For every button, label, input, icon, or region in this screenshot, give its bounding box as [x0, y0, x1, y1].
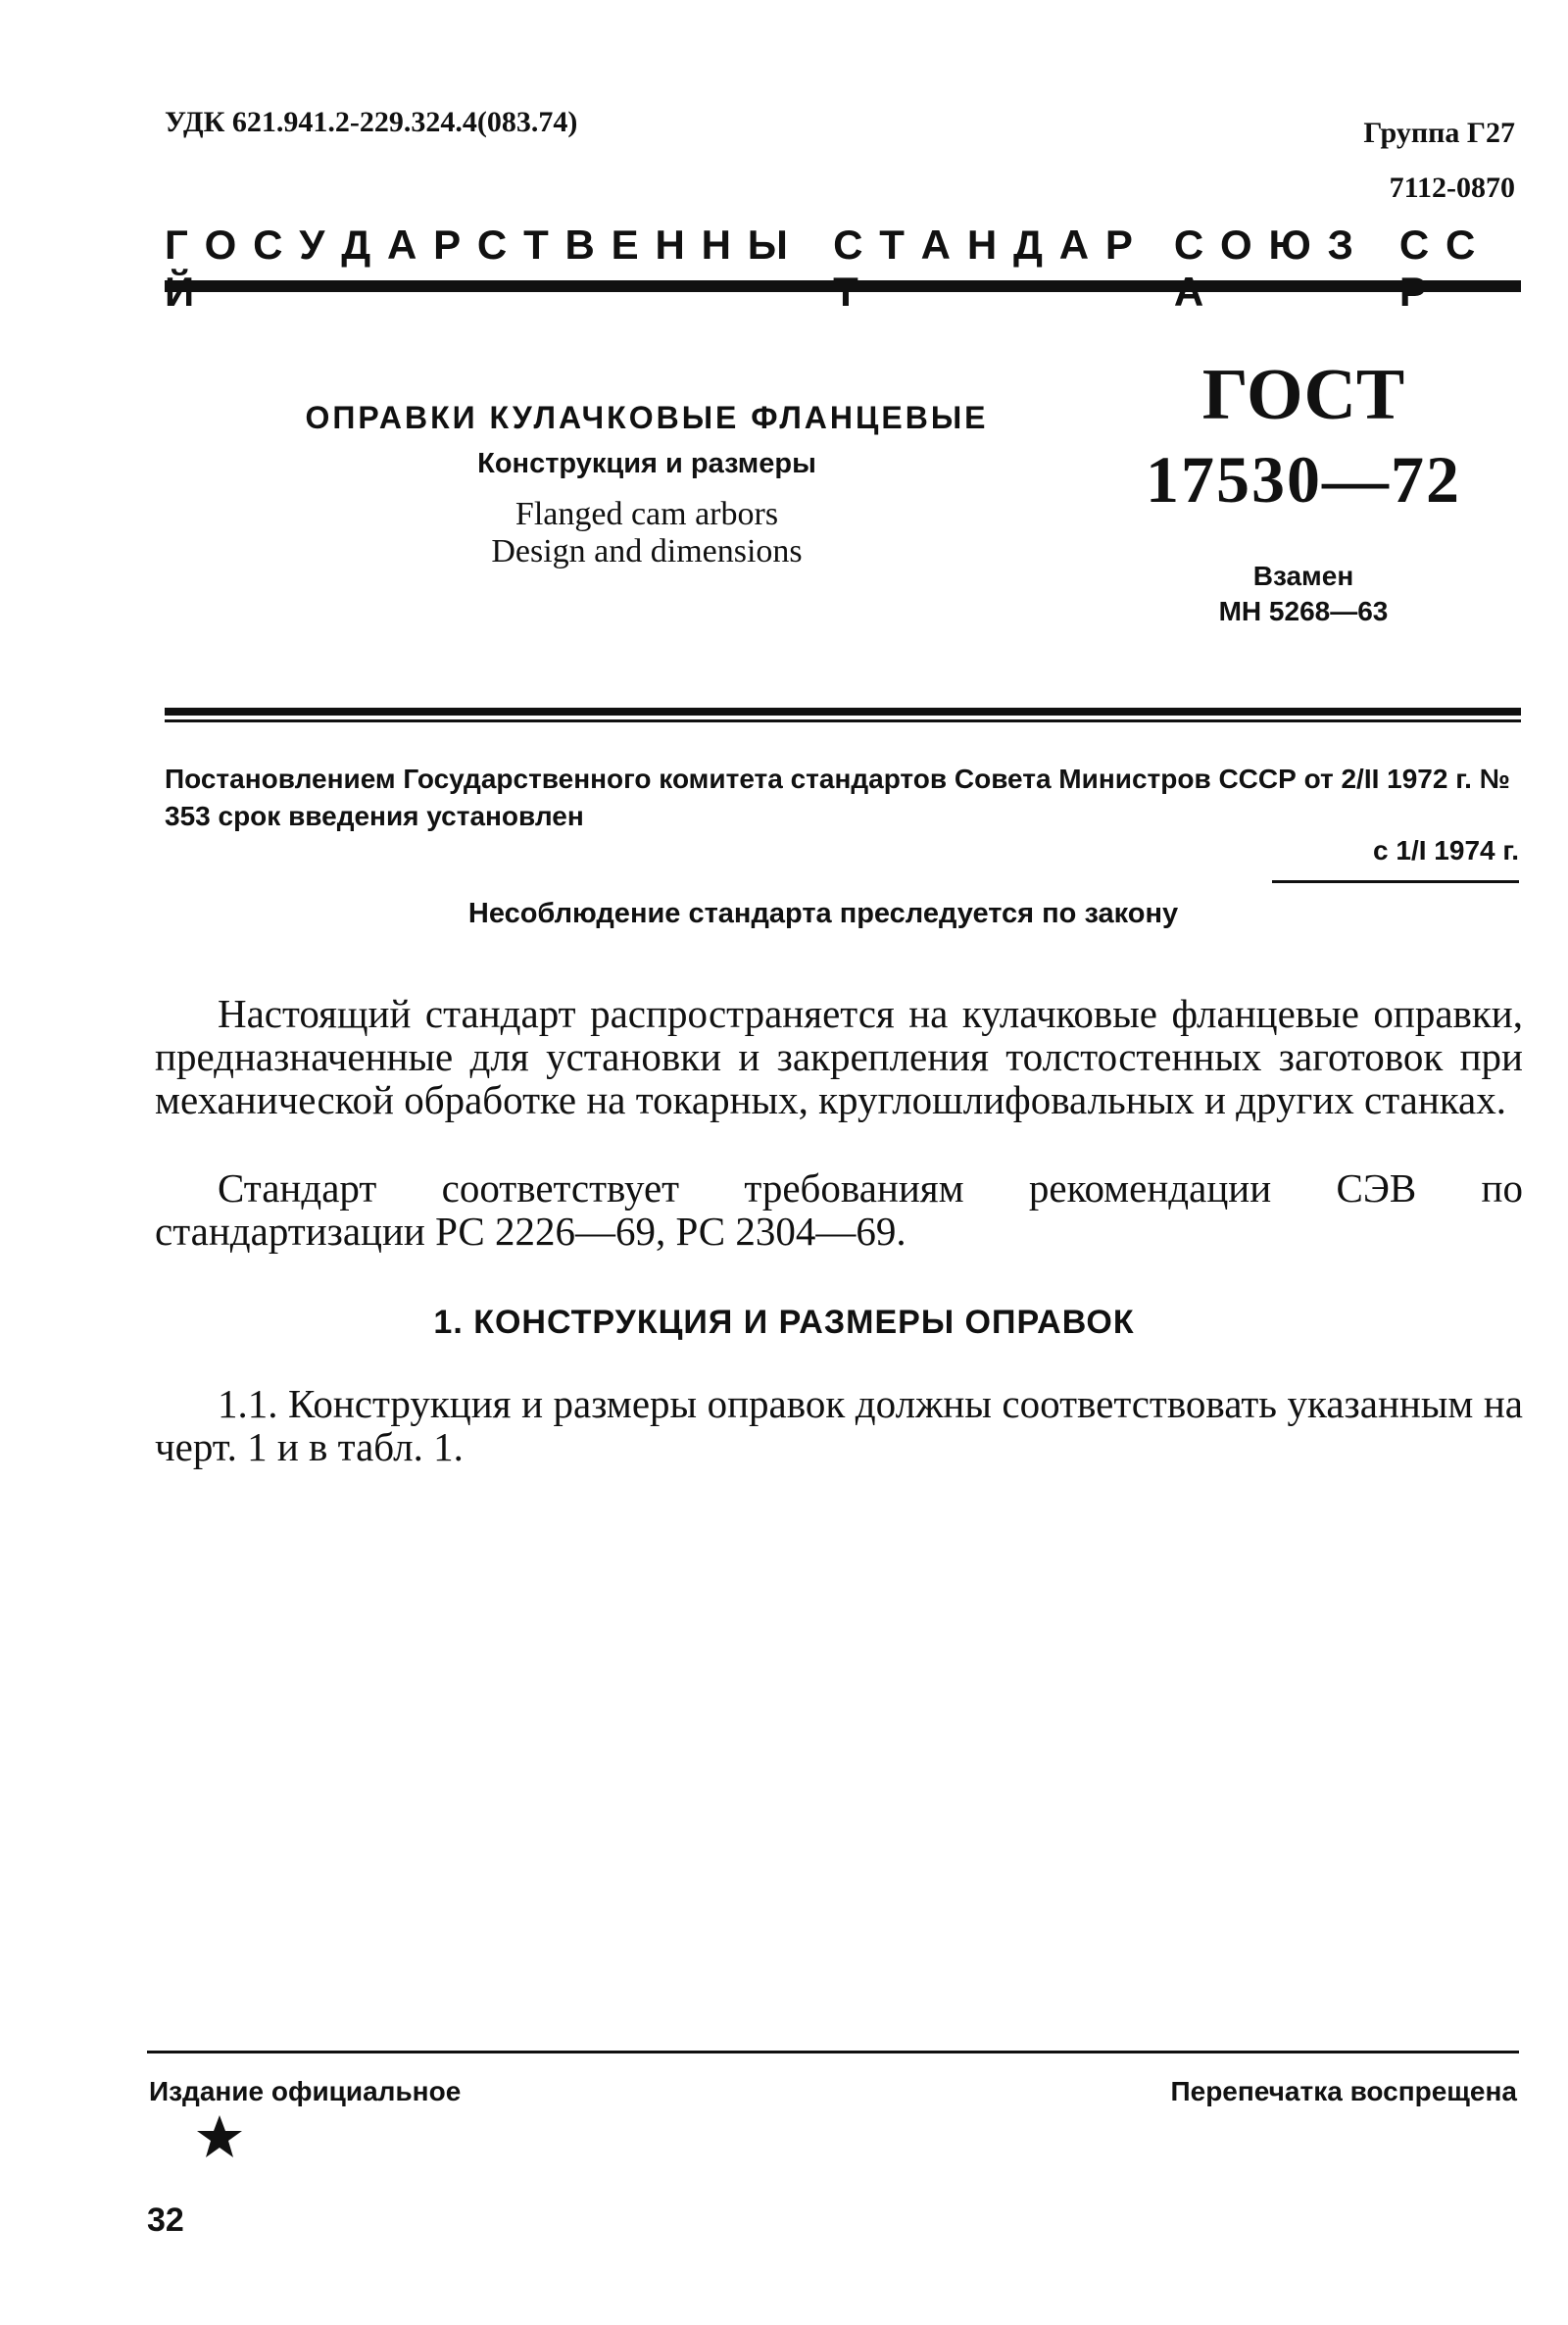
reprint-prohibited-label: Перепечатка воспрещена [1170, 2076, 1517, 2106]
header-thick-rule [165, 280, 1521, 292]
intro-paragraph [155, 992, 1523, 1121]
official-edition-label: Издание официальное [149, 2076, 462, 2106]
group-block [1363, 106, 1515, 216]
compliance-paragraph: Стандарт соответствует требованиям рекомендации СЭВ по стандартизации РС 2226—69, РС 2304—69. [155, 1165, 1523, 1254]
replaces-block [1137, 559, 1470, 629]
state-standard-word: С Т А Н Д А Р [833, 222, 1133, 268]
group-label: Группа Г27 [1363, 117, 1515, 149]
title-ru-main: ОПРАВКИ КУЛАЧКОВЫЕ ФЛАНЦЕВЫЕ [305, 400, 989, 435]
footer-rule [147, 2051, 1519, 2053]
replaces-value: МН 5268—63 [1218, 596, 1389, 626]
gost-block [1137, 353, 1470, 629]
clause-block [155, 1382, 1523, 1468]
decree-text: Постановлением Государственного комитета стандартов Совета Министров СССР от 2/II 1972 г. № 353 срок введения установлен [165, 764, 1510, 831]
page-number: 32 [147, 2201, 184, 2239]
star-icon [196, 2113, 243, 2160]
replaces-label: Взамен [1252, 561, 1354, 591]
scope-paragraph: Настоящий стандарт распространяется на кулачковые фланцевые оправки, предназначенные для установки и закрепления толстостенных заготовок при механической обработке на токарных, круглошлифовальных и других станках. [155, 991, 1523, 1122]
gost-label: ГОСТ [1201, 355, 1405, 435]
state-standard-word: С С [1398, 222, 1476, 268]
state-standard-banner [165, 222, 1519, 316]
state-standard-word: С О Ю З [1173, 222, 1353, 268]
decree-top-thin-rule [165, 719, 1521, 722]
title-block [245, 400, 1049, 570]
udk-code: УДК 621.941.2-229.324.4(083.74) [165, 106, 578, 138]
clause-1-1: 1.1. Конструкция и размеры оправок должны соответствовать указанным на черт. 1 и в табл. 1. [155, 1381, 1523, 1469]
title-en-line2: Design and dimensions [491, 533, 803, 569]
decree-effective-date: с 1/I 1974 г. [1373, 835, 1519, 866]
compliance-block [155, 1166, 1523, 1253]
gost-number: 17530—72 [1146, 442, 1461, 517]
classifier-code: 7112-0870 [1389, 172, 1515, 204]
title-en [245, 496, 1049, 570]
legal-warning [0, 898, 1568, 930]
decree-date-underline [1272, 880, 1519, 883]
legal-warning-text: Несоблюдение стандарта преследуется по закону [467, 898, 1179, 929]
decree-top-rule [165, 708, 1521, 716]
state-standard-word: Г О С У Д А Р С Т В Е Н Н Ы [165, 222, 788, 268]
title-en-line1: Flanged cam arbors [514, 496, 779, 532]
section-1-heading: 1. КОНСТРУКЦИЯ И РАЗМЕРЫ ОПРАВОК [433, 1304, 1135, 1341]
title-ru-sub: Конструкция и размеры [477, 448, 816, 479]
